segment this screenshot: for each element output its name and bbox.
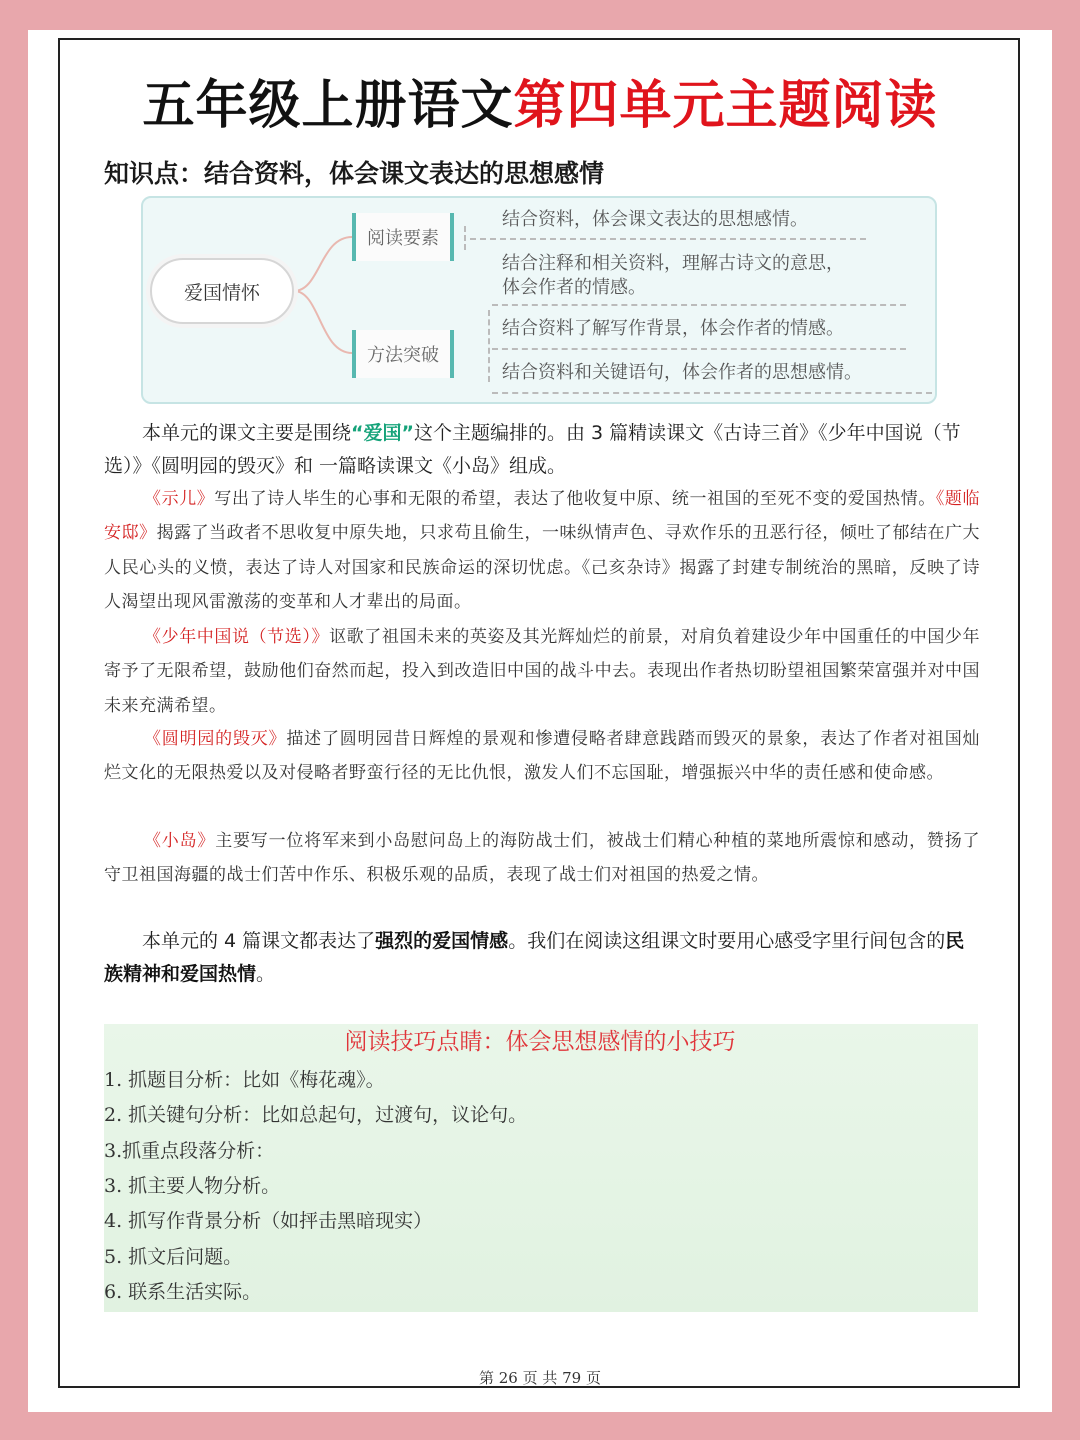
intro-text-a: 本单元的课文主要是围绕	[142, 422, 352, 444]
summary-paragraph-3	[104, 722, 980, 791]
tips-title: 阅读技巧点睛：体会思想感情的小技巧	[344, 1029, 736, 1055]
conclusion-bold: 民族精神和爱国热情	[104, 930, 965, 985]
summary-paragraph-4	[104, 824, 980, 893]
summary-title: 《小岛》	[144, 831, 216, 851]
summary-title: 《少年中国说（节选）》	[144, 627, 330, 647]
summary-paragraph-1	[104, 482, 980, 619]
page-footer: 第 26 页 共 79 页	[478, 1369, 601, 1387]
mindmap-dash-3	[492, 348, 906, 350]
conclusion-bold: 强烈的爱国情感	[375, 930, 509, 952]
mindmap-node-reading-elements: 阅读要素	[352, 213, 454, 261]
page-title	[0, 76, 1080, 136]
summary-title: 《示儿》	[144, 489, 215, 509]
conclusion-paragraph	[104, 925, 980, 991]
tip-item: 6. 联系生活实际。	[104, 1281, 262, 1303]
knowledge-point: 知识点：结合资料，体会课文表达的思想感情	[104, 159, 605, 188]
intro-text-b: 这个主题编排的。由 3 篇精读课文《古诗三首》《少年中国说（节选）》《圆明园的毁灭》和 一篇略读课文《小岛》组成。	[104, 422, 961, 477]
summary-text: 描述了圆明园昔日辉煌的景观和惨遭侵略者肆意践踏而毁灭的景象，表达了作者对祖国灿烂文化的无限热爱以及对侵略者野蛮行径的无比仇恨，激发人们不忘国耻，增强振兴中华的责任感和使命感。	[104, 729, 981, 784]
tip-item: 4. 抓写作背景分析（如抨击黑暗现实）	[104, 1210, 433, 1232]
mindmap-dash-2	[492, 304, 906, 306]
intro-highlight: “爱国”	[351, 422, 414, 444]
summary-text: 主要写一位将军来到小岛慰问岛上的海防战士们，被战士们精心种植的菜地所震惊和感动，赞扬了守卫祖国海疆的战士们苦中作乐、积极乐观的品质，表现了战士们对祖国的热爱之情。	[104, 831, 981, 886]
conclusion-text: 。我们在阅读这组课文时要用心感受字里行间包含的	[508, 930, 946, 952]
mindmap-leaf-4: 结合资料和关键语句，体会作者的思想感情。	[502, 362, 862, 383]
summary-text: 揭露了当政者不思收复中原失地，只求苟且偷生，一味纵情声色、寻欢作乐的丑恶行径，倾吐了郁结在广大人民心头的义愤，表达了诗人对国家和民族命运的深切忧虑。《己亥杂诗》揭露了封建专制统治的黑暗，反映了诗人渴望出现风雷激荡的变革和人才辈出的局面。	[104, 523, 980, 612]
mindmap-leaf-2b: 体会作者的情感。	[502, 277, 646, 298]
title-part1: 五年级上册语文	[142, 76, 514, 136]
conclusion-text: 。	[256, 963, 276, 985]
summary-text: 写出了诗人毕生的心事和无限的希望，表达了他收复中原、统一祖国的至死不变的爱国热情。	[214, 489, 936, 509]
conclusion-text: 本单元的 4 篇课文都表达了	[142, 930, 376, 952]
tip-item: 1. 抓题目分析：比如《梅花魂》。	[104, 1069, 385, 1091]
mindmap-center: 爱国情怀	[150, 258, 294, 324]
mindmap-leaf-3: 结合资料了解写作背景，体会作者的情感。	[502, 318, 844, 339]
summary-title: 《圆明园的毁灭》	[144, 729, 287, 749]
tip-item: 3. 抓主要人物分析。	[104, 1175, 281, 1197]
mindmap-dash-1	[470, 238, 866, 240]
mindmap-vline-1	[464, 226, 466, 250]
mindmap-dash-4	[492, 392, 932, 394]
mindmap-leaf-1: 结合资料，体会课文表达的思想感情。	[502, 209, 808, 230]
mindmap-node-method: 方法突破	[352, 330, 454, 378]
tip-item: 3.抓重点段落分析：	[104, 1140, 275, 1162]
tip-item: 5. 抓文后问题。	[104, 1246, 243, 1268]
summary-text: 讴歌了祖国未来的英姿及其光辉灿烂的前景，对肩负着建设少年中国重任的中国少年寄予了无限希望，鼓励他们奋然而起，投入到改造旧中国的战斗中去。表现出作者热切盼望祖国繁荣富强并对中国未来充满希望。	[104, 627, 981, 716]
tip-item: 2. 抓关键句分析：比如总起句，过渡句，议论句。	[104, 1104, 528, 1126]
intro-paragraph	[104, 417, 980, 483]
summary-title: 《题临安邸》	[104, 489, 981, 544]
title-part2: 第四单元主题阅读	[513, 76, 938, 136]
mindmap-vline-2	[488, 310, 490, 382]
mindmap-leaf-2a: 结合注释和相关资料，理解古诗文的意思，	[502, 253, 844, 274]
summary-paragraph-2	[104, 620, 980, 723]
